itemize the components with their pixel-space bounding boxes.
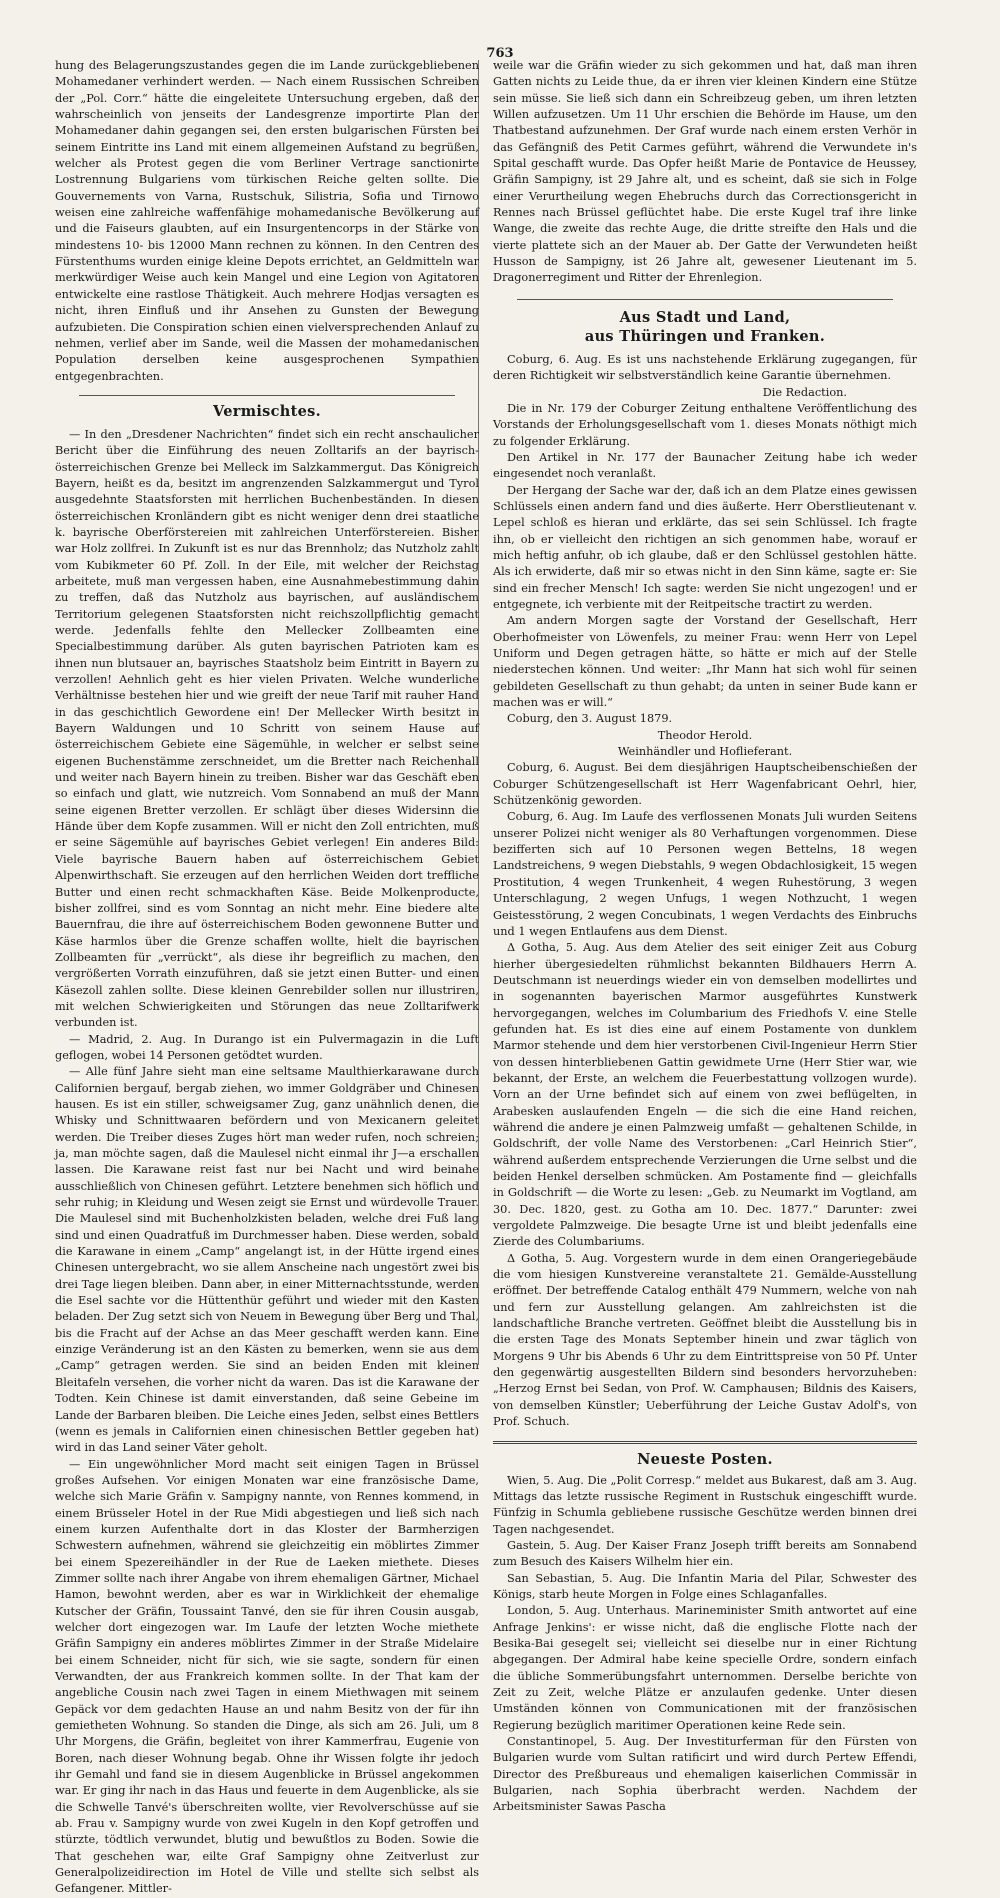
section-subtitle-thueringen-franken: aus Thüringen und Franken. — [584, 327, 826, 345]
right-column — [493, 58, 917, 1814]
left-column — [55, 58, 479, 1896]
erklaerung-paragraph: Den Artikel in Nr. 177 der Baunacher Zeitung habe ich weder eingesendet noch veranlaßt. — [493, 450, 917, 481]
article-zolltarif: — In den „Dresdener Nachrichten“ findet sich ein recht anschaulicher Bericht über die Einführung des neuen Zolltarifs an der bayrisch-österreichischen Grenze bei Melleck im Salzkammergut. Das Königreich Bayern, heißt es da, besitzt im angrenzenden Salzkammergut und Tyrol ausgedehnte Staatsforsten mit herrlichen Buchenbeständen. In diesen österreichischen Kronländern gibt es nicht weniger denn drei staatliche k. bayrische Oberförstereien mit zahlreichen Unterförstereien. Bisher war Holz zollfrei. In Zukunft ist es nur das Brennholz; das Nutzholz zahlt vom Kubikmeter 60 Pf. Zoll. In der Eile, mit welcher der Reichstag arbeitete, muß man vergessen haben, eine Ausnahmebestimmung dahin zu treffen, daß das Nutzholz aus bayrischen, auf ausländischem Territorium gelegenen Staatsforsten nicht reichszollpflichtig gemacht werde. Jedenfalls fehlte den Mellecker Zollbeamten eine Specialbestimmung darüber. Als guten bayrischen Patrioten kam es ihnen nun blutsauer an, bayrisches Staatsholz beim Eintritt in Bayern zu verzollen! Aehnlich geht es hier vielen Privaten. Welche wunderliche Verhältnisse bestehen hier und wie greift der neue Tarif mit rauher Hand in das geschichtlich Gewordene ein! Der Mellecker Wirth besitzt in Bayern Waldungen und 10 Schritt von seinem Hause auf österreichischem Gebiete eine Sägemühle, in welcher er selbst seine eigenen Buchenstämme zerschneidet, um die Bretter nach Reichenhall und weiter nach Bayern hinein zu treiben. Bisher war das Geschäft eben so einfach und glatt, wie nutzreich. Vom Sonnabend an muß der Mann seine eigenen Bretter verzollen. Er schlägt über dieses Widersinn die Hände über dem Kopfe zusammen. Will er nicht den Zoll entrichten, muß er seine Sägemühle auf bayrisches Gebiet verlegen! Ein anderes Bild: Viele bayrische Bauern haben auf österreichischem Gebiet Alpenwirthschaft. Sie erzeugen auf den herrlichen Weiden dort treffliche Butter und einen recht schmackhaften Käse. Beide Molkenproducte, bisher zollfrei, sind es vom Sonntag an nicht mehr. Eine biedere alte Bauernfrau, die ihre auf österreichischem Boden gewonnene Butter und Käse harmlos über die Grenze schaffen wollte, hielt die bayrischen Zollbeamten für „verrückt“, als diese ihr begreiflich zu machen, den vergrößerten Vorrath einzuführen, daß sie jetzt einen Butter- und einen Käsezoll zahlen sollte. Diese kleinen Genrebilder sollen nur illustriren, mit welchen Schwierigkeiten und Störungen das neue Zolltarifwerk verbunden ist. — [55, 427, 479, 1030]
news-item: Constantinopel, 5. Aug. Der Investiturferman für den Fürsten von Bulgarien wurde vom Sultan ratificirt und wird durch Pertew Effendi, Director des Preßbureaus und ehemaligen kaiserlichen Commissär in Bulgarien, nach Sophia überbracht werden. Nachdem der Arbeitsminister Sawas Pascha — [493, 1735, 917, 1814]
article-madrid: — Madrid, 2. Aug. In Durango ist ein Pulvermagazin in die Luft geflogen, wobei 14 Personen getödtet wurden. — [55, 1032, 479, 1062]
article-karawane: — Alle fünf Jahre sieht man eine seltsame Maulthierkarawane durch Californien bergauf, bergab ziehen, wo immer Goldgräber und Chinesen hausen. Es ist ein stiller, schweigsamer Zug, ganz unähnlich denen, die Whisky und Schnittwaaren befördern und von Mexicanern geleitet werden. Die Treiber dieses Zuges hört man weder rufen, noch schreien; ja, man möchte sagen, daß die Maulesel nicht einmal ihr J—a erschallen lassen. Die Karawane reist fast nur bei Nacht und wird beinahe ausschließlich von Chinesen geführt. Letztere benehmen sich höflich und sehr ruhig; in Kleidung und Wesen zeigt sie Ernst und würdevolle Trauer. Die Maulesel sind mit Buchenholzkisten beladen, welche drei Fuß lang sind und einen Quadratfuß im Durchmesser haben. Diese werden, sobald die Karawane in einem „Camp“ angelangt ist, in der Hütte irgend eines Chinesen untergebracht, wo sie allem Anscheine nach ungestört zwei bis drei Tage liegen bleiben. Dann aber, in einer Mitternachtsstunde, werden die Esel sachte vor die Hüttenthür geführt und wieder mit den Kasten beladen. Der Zug setzt sich von Neuem in Bewegung über Berg und Thal, bis die Fracht auf der Achse an das Meer geschafft werden kann. Eine einzige Veränderung ist an den Kästen zu bemerken, wenn sie aus dem „Camp“ getragen werden. Sie sind an beiden Enden mit kleinen Bleitafeln versehen, die vorher nicht da waren. Das ist die Karawane der Todten. Kein Chinese ist damit einverstanden, daß seine Gebeine im Lande der Barbaren bleiben. Die Leiche eines Jeden, selbst eines Bettlers (wenn es jemals in Californien einen chinesischen Bettler gegeben hat) wird in das Land seiner Väter geholt. — [55, 1065, 479, 1455]
erklaerung-paragraph: Am andern Morgen sagte der Vorstand der Gesellschaft, Herr Oberhofmeister von Löwenfels, zu meiner Frau: wenn Herr von Lepel Uniform und Degen getragen hätte, so hätte er mich auf der Stelle niederstechen können. Und weiter: „Ihr Mann hat sich wohl für seinen gebildeten Gesellschaft zu thun gehabt; da unten in seiner Bude kann er machen was er will.“ — [493, 614, 917, 710]
article-mord-continued: weile war die Gräfin wieder zu sich gekommen und hat, daß man ihren Gatten nichts zu Leide thue, da er ihren vier kleinen Kindern eine Stütze sein müsse. Sie ließ sich dann ein Schreibzeug geben, um ihren letzten Willen aufzusetzen. Um 11 Uhr erschien die Behörde im Hause, um den Thatbestand aufzunehmen. Der Graf wurde nach einem ersten Verhör in das Gefängniß des Petit Carmes geführt, während die Verwundete in's Spital geschafft wurde. Das Opfer heißt Marie de Pontavice de Heussey, Gräfin Sampigny, ist 29 Jahre alt, und es scheint, daß sie sich in Folge einer Verurtheilung wegen Ehebruchs durch das Correctionsgericht in Rennes nach Brüssel geflüchtet habe. Die erste Kugel traf ihre linke Wange, die zweite das rechte Auge, die dritte streifte den Hals und die vierte plattete sich an der Mauer ab. Der Gatte der Verwundeten heißt Husson de Sampigny, ist 26 Jahre alt, gewesener Lieutenant im 5. Dragonerregiment und Ritter der Ehrenlegion. — [493, 59, 917, 285]
erklaerung-date: Coburg, den 3. August 1879. — [507, 712, 673, 726]
news-item: Gastein, 5. Aug. Der Kaiser Franz Joseph trifft bereits am Sonnabend zum Besuch des Kaisers Wilhelm hier ein. — [493, 1538, 917, 1569]
erklaerung-paragraph: Der Hergang der Sache war der, daß ich an dem Platze eines gewissen Schlüssels einen andern fand und dies äußerte. Herr Oberstlieutenant v. Lepel schloß es hieran und erklärte, das sei sein Schlüssel. Ich fragte ihn, ob er vielleicht den richtigen an sich genommen habe, worauf er mich heftig anfuhr, ob ich glaube, daß er den Schlüssel gestohlen hätte. Als ich erwiderte, daß mir so etwas nicht in den Sinn käme, sagte er: Sie sind ein frecher Mensch! Ich sagte: werden Sie nicht ungezogen! und er entgegnete, ich verbiente mit der Reitpeitsche tractirt zu werden. — [493, 483, 917, 611]
article-coburg-schuetzen: Coburg, 6. August. Bei dem diesjährigen Hauptscheibenschießen der Coburger Schützengesellschaft ist Herr Wagenfabricant Oehrl, hier, Schützenkönig geworden. — [493, 761, 917, 808]
page-number: 763 — [486, 46, 514, 61]
redaction-signature: Die Redaction. — [762, 385, 847, 399]
section-title-stadt-land: Aus Stadt und Land, — [619, 308, 791, 326]
article-coburg-erklaerung: Coburg, 6. Aug. Es ist uns nachstehende Erklärung zugegangen, für deren Richtigkeit wir selbstverständlich keine Garantie übernehmen. — [493, 352, 917, 383]
signature-name: Theodor Herold. — [657, 728, 753, 742]
article-bulgaria-continued: hung des Belagerungszustandes gegen die im Lande zurückgebliebenen Mohamedaner verhindert werden. — Nach einem Russischen Schreiben der „Pol. Corr.“ hätte die eingeleitete Untersuchung ergeben, daß der wahrscheinlich von jenseits der Landesgrenze importirte Plan der Mohamedaner dahin gegangen sei, den ersten bulgarischen Fürsten bei seinem Eintritte ins Land mit einem allgemeinen Aufstand zu begrüßen, welcher als Protest gegen die vom Berliner Vertrage sanctionirte Lostrennung Bulgariens vom türkischen Reiche gelten sollte. Die Gouvernements von Varna, Rustschuk, Silistria, Sofia und Tirnowo weisen eine zahlreiche waffenfähige mohamedanische Bevölkerung auf und die Faiseurs glaubten, auf ein Insurgentencorps in der Stärke von mindestens 10- bis 12000 Mann rechnen zu können. In den Centren des Fürstenthums wurden einige kleine Depots errichtet, an Geldmitteln war merkwürdiger Weise auch kein Mangel und eine Legion von Agitatoren entwickelte eine rastlose Thätigkeit. Auch mehrere Hodjas versagten es nicht, ihren Einfluß und ihr Ansehen zu Gunsten der Bewegung aufzubieten. Die Conspiration schien einen vielversprechenden Anlauf zu nehmen, verlief aber im Sande, weil die Massen der mohamedanischen Population derselben keine ausgesprochenen Sympathien entgegenbrachten. — [55, 59, 479, 383]
article-coburg-polizei: Coburg, 6. Aug. Im Laufe des verflossenen Monats Juli wurden Seitens unserer Polizei nicht weniger als 80 Verhaftungen vorgenommen. Diese bezifferten sich auf 10 Personen wegen Bettelns, 18 wegen Landstreichens, 9 wegen Diebstahls, 9 wegen Obdachlosigkeit, 15 wegen Prostitution, 4 wegen Trunkenheit, 4 wegen Ruhestörung, 3 wegen Unterschlagung, 2 wegen Unfugs, 1 wegen Nothzucht, 1 wegen Geistesstörung, 2 wegen Concubinats, 1 wegen Verdachts des Einbruchs und 1 wegen Entlaufens aus dem Dienst. — [493, 810, 917, 938]
erklaerung-paragraph: Die in Nr. 179 der Coburger Zeitung enthaltene Veröffentlichung des Vorstands der Erholungsgesellschaft vom 1. dieses Monats nöthigt mich zu folgender Erklärung. — [493, 401, 917, 448]
section-title-neueste-posten: Neueste Posten. — [637, 1450, 773, 1468]
article-mord-bruessel: — Ein ungewöhnlicher Mord macht seit einigen Tagen in Brüssel großes Aufsehen. Vor einigen Monaten war eine französische Dame, welche sich Marie Gräfin v. Sampigny nannte, von Rennes kommend, in einem Brüsseler Hotel in der Rue Midi abgestiegen und ließ sich nach einem kurzen Aufenthalte dort in das Kloster der Barmherzigen Schwestern aufnehmen, während sie gleichzeitig ein möblirtes Zimmer bei einem Spezereihändler in der Rue de Laeken miethete. Dieses Zimmer sollte nach ihrer Angabe von ihrem ehemaligen Gärtner, Michael Hamon, bewohnt werden, aber es war in Wirklichkeit der ehemalige Kutscher der Gräfin, Toussaint Tanvé, den sie für ihren Cousin ausgab, welcher dort eingezogen war. Im Laufe der letzten Woche miethete Gräfin Sampigny ein anderes möblirtes Zimmer in der Straße Midelaire bei einem Schneider, nicht für sich, wie sie sagte, sondern für einen Verwandten, der aus Frankreich kommen sollte. In der That kam der angebliche Cousin nach zwei Tagen in einem Miethwagen mit seinem Gepäck vor dem gedachten Hause an und nahm Besitz von der für ihn gemietheten Wohnung. So standen die Dinge, als sich am 26. Juli, um 8 Uhr Morgens, die Gräfin, begleitet von ihrer Kammerfrau, Eugenie von Boren, nach dieser Wohnung begab. Ohne ihr Wissen folgte ihr jedoch ihr Gemahl und fand sie in diesem Augenblicke in Brüssel angekommen war. Er ging ihr nach in das Haus und feuerte in dem Augenblicke, als sie die Schwelle Tanvé's überschreiten wollte, vier Revolverschüsse auf sie ab. Frau v. Sampigny wurde von zwei Kugeln in den Kopf getroffen und stürzte, tödtlich verwundet, blutig und bewußtlos zu Boden. Sowie die That geschehen war, eilte Graf Sampigny ohne Zeitverlust zur Generalpolizeidirection im Hotel de Ville und stellte sich selbst als Gefangener. Mittler- — [55, 1457, 479, 1896]
article-gotha-ausstellung: Δ Gotha, 5. Aug. Vorgestern wurde in dem einen Orangeriegebäude die vom hiesigen Kunstvereine veranstaltete 21. Gemälde-Ausstellung eröffnet. Der betreffende Catalog enthält 479 Nummern, welche von nah und fern zur Ausstellung gelangen. Am zahlreichsten ist die landschaftliche Branche vertreten. Geöffnet bleibt die Ausstellung bis in die ersten Tage des Monats September hinein und zwar täglich von Morgens 9 Uhr bis Abends 6 Uhr zu dem Eintrittspreise von 50 Pf. Unter den gegenwärtig ausgestellten Bildern sind besonders hervorzuheben: „Herzog Ernst bei Sedan, von Prof. W. Camphausen; Bildnis des Kaisers, von demselben Künstler; Ueberführung der Leiche Gustav Adolf's, von Prof. Schuch. — [493, 1251, 917, 1429]
article-gotha-urne: Δ Gotha, 5. Aug. Aus dem Atelier des seit einiger Zeit aus Coburg hierher übergesiedelten rühmlichst bekannten Bildhauers Herrn A. Deutschmann ist neuerdings wieder ein von demselben modellirtes und in sogenannten bayerischen Marmor ausgeführtes Kunstwerk hervorgegangen, welches im Columbarium des Friedhofs V. eine Stelle gefunden hat. Es ist dies eine auf einem Postamente von dunklem Marmor stehende und dem hier verstorbenen Civil-Ingenieur Herrn Stier von dessen hinterbliebenen Gattin gewidmete Urne (Herr Stier war, wie bekannt, der Erste, an welchem die Feuerbestattung vollzogen wurde). Vorn an der Urne befindet sich auf einem von zwei beflügelten, in Arabesken auslaufenden Engeln — die sich die eine Hand reichen, während die andere je einen Palmzweig umfaßt — gehaltenen Schilde, in Goldschrift, der volle Name des Verstorbenen: „Carl Heinrich Stier“, während außerdem entsprechende Verzierungen die Urne selbst und die beiden Henkel derselben schmücken. Am Postamente find — gleichfalls in Goldschrift — die Worte zu lesen: „Geb. zu Neumarkt im Vogtland, am 30. Dec. 1820, gest. zu Gotha am 10. Dec. 1877.“ Darunter: zwei vergoldete Palmzweige. Die besagte Urne ist und bleibt jedenfalls eine Zierde des Columbariums. — [493, 941, 917, 1249]
news-item: San Sebastian, 5. Aug. Die Infantin Maria del Pilar, Schwester des Königs, starb heute Morgen in Folge eines Schlaganfalles. — [493, 1571, 917, 1601]
news-item: Wien, 5. Aug. Die „Polit Corresp.“ meldet aus Bukarest, daß am 3. Aug. Mittags das letzte russische Regiment in Rustschuk eingeschifft wurde. Fünfzig in Schumla gebliebene russische Geschütze werden binnen drei Tagen nachgesendet. — [493, 1473, 917, 1536]
section-title-vermischtes: Vermischtes. — [213, 402, 321, 420]
signature-title: Weinhändler und Hoflieferant. — [617, 745, 793, 759]
news-item: London, 5. Aug. Unterhaus. Marineminister Smith antwortet auf eine Anfrage Jenkins': er wisse nicht, daß die englische Flotte nach der Besika-Bai gesegelt sei; vielleicht sei dieselbe nur in einer Richtung abgegangen. Der Admiral habe keine specielle Ordre, sondern einfach die übliche Sommerübungsfahrt unternommen. Derselbe berichte von Zeit zu Zeit, welche Plätze er anzulaufen gedenke. Unter diesen Umständen können von Communicationen mit der französischen Regierung bezüglich maritimer Operationen keine Rede sein. — [493, 1604, 917, 1732]
